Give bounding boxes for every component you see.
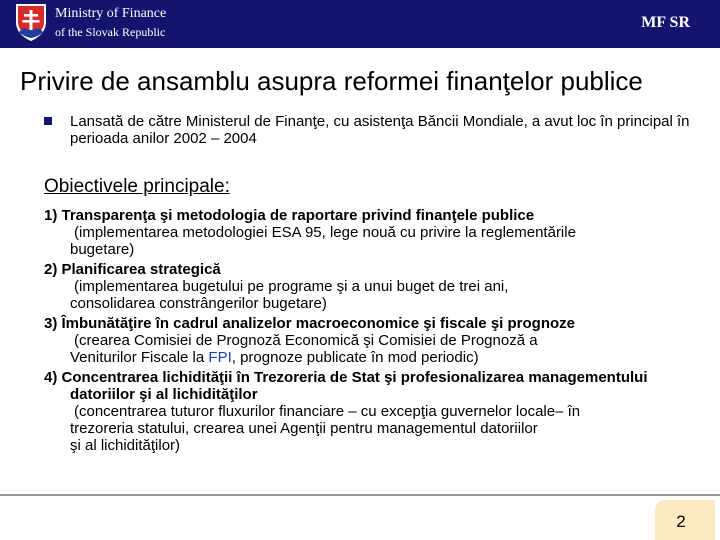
description-line: trezoreria statului, crearea unei Agenţii pentru managementul datoriilor <box>70 420 538 437</box>
description-text: Veniturilor Fiscale la <box>70 349 209 366</box>
description-line: şi al lichidităţilor) <box>70 437 181 454</box>
objective-title: 4) Concentrarea lichidităţii în Trezoreria de Stat şi profesionalizarea managementului datoriilor şi al lichidităţilor <box>44 369 648 403</box>
objective-title: 1) Transparenţa şi metodologia de raportare privind finanţele publice <box>44 207 535 224</box>
footer-divider <box>0 494 720 496</box>
description-line: bugetare) <box>70 241 135 258</box>
slovak-coat-of-arms-icon <box>14 2 48 42</box>
objective-description <box>44 278 714 312</box>
republic-name: of the Slovak Republic <box>55 25 166 39</box>
objective-item <box>44 315 714 366</box>
description-line: consolidarea constrângerilor bugetare) <box>70 295 327 312</box>
square-bullet-icon <box>44 117 52 125</box>
fpi-link[interactable]: FPI <box>208 349 232 366</box>
ministry-abbreviation: MF SR <box>641 14 690 31</box>
description-line: (concentrarea tuturor fluxurilor financiare – cu excepţia guvernelor locale– în <box>74 403 581 420</box>
objective-title: 2) Planificarea strategică <box>44 261 221 278</box>
description-line <box>70 349 714 366</box>
intro-bullet-text: Lansată de către Ministerul de Finanţe, cu asistenţa Băncii Mondiale, a avut loc în principal în perioada anilor 2002 – 2004 <box>70 113 690 147</box>
objective-item <box>44 207 714 258</box>
description-text: , prognoze publicate în mod periodic) <box>231 349 479 366</box>
description-line: (implementarea metodologiei ESA 95, lege nouă cu privire la reglementările <box>74 224 576 241</box>
objective-description <box>44 224 714 258</box>
description-line: (implementarea bugetului pe programe şi a unui buget de trei ani, <box>74 278 509 295</box>
objective-description <box>44 403 714 454</box>
ministry-name: Ministry of Finance <box>55 6 167 21</box>
objectives-heading: Obiectivele principale: <box>44 176 230 197</box>
objective-item <box>44 369 714 454</box>
objective-title: 3) Îmbunătăţire în cadrul analizelor macroeconomice şi fiscale şi prognoze <box>44 315 575 332</box>
description-line: (crearea Comisiei de Prognoză Economică şi Comisiei de Prognoză a <box>74 332 538 349</box>
page-number: 2 <box>676 512 686 531</box>
objective-description <box>44 332 714 366</box>
objectives-list <box>44 207 714 457</box>
header-bar <box>0 0 720 48</box>
slide-title: Privire de ansamblu asupra reformei finanţelor publice <box>20 66 643 96</box>
objective-item <box>44 261 714 312</box>
